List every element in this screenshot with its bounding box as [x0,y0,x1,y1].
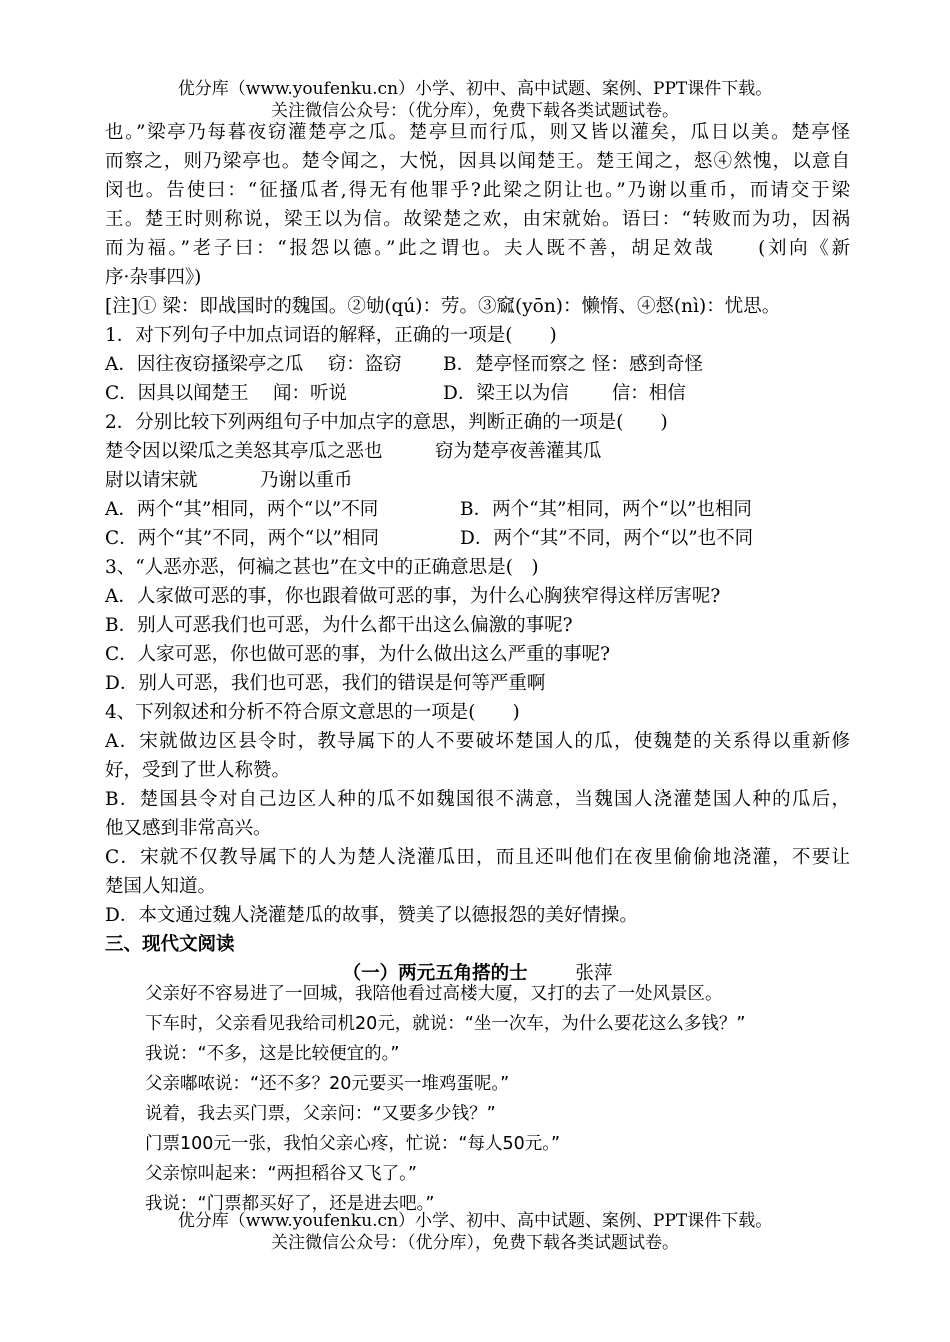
header-line-1: 优分库（www.youfenku.cn）小学、初中、高中试题、案例、PPT课件下载。 [177,79,773,99]
option-c-cont: 楚国人知道。 [105,876,217,897]
option-a: A．宋就做边区县令时，教导属下的人不要破坏楚国人的瓜，使魏楚的关系得以重新修 [105,731,850,752]
story-line: 父亲惊叫起来：“两担稻谷又飞了。” [145,1164,417,1184]
question-1-stem: 1．对下列句子中加点词语的解释，正确的一项是( ) [105,325,557,346]
story-line: 我说：“门票都买好了，还是进去吧。” [145,1194,435,1214]
option-a: A．两个“其”相同，两个“以”不同 [105,499,379,520]
story-author: 张萍 [575,963,613,984]
option-a-cont: 好，受到了世人称赞。 [105,760,291,781]
option-b: B．别人可恶我们也可恶，为什么都干出这么偏激的事呢? [105,615,573,636]
option-c: C．因具以闻楚王 闻：听说 [105,383,348,404]
question-2-sentences-row [105,466,850,495]
question-2-sentences-row [105,437,850,466]
question-1-options-row [105,379,850,408]
option-b: B．两个“其”相同，两个“以”也相同 [460,499,752,520]
option-d: D．别人可恶，我们也可恶，我们的错误是何等严重啊 [105,673,546,694]
option-a: A．人家做可恶的事，你也跟着做可恶的事，为什么心胸狭窄得这样厉害呢? [105,586,721,607]
option-c: C．宋就不仅教导属下的人为楚人浇灌瓜田，而且还叫他们在夜里偷偷地浇灌，不要让 [105,847,850,868]
story-line: 父亲好不容易进了一回城，我陪他看过高楼大厦，又打的去了一处风景区。 [145,984,723,1004]
option-b: B．楚国县令对自己边区人种的瓜不如魏国很不满意，当魏国人浇灌楚国人种的瓜后， [105,789,850,810]
option-a: A．因往夜窃搔梁亭之瓜 窃：盗窃 [105,354,402,375]
story-line: 门票100元一张，我怕父亲心疼，忙说：“每人50元。” [145,1134,561,1154]
passage [105,118,850,988]
story-text [145,979,865,1219]
question-2-stem: 2．分别比较下列两组句子中加点字的意思，判断正确的一项是( ) [105,412,668,433]
passage-line: 也。”梁亭乃每暮夜窃灌楚亭之瓜。楚亭旦而行瓜，则又皆以灌矣，瓜日以美。楚亭怪 [105,122,850,143]
question-2-options-row [105,495,850,524]
question-2-options-row [105,524,850,553]
sentence-3: 尉以请宋就 [105,470,198,491]
passage-note: [注]① 梁：即战国时的魏国。②劬(qú)：劳。③窳(yōn)：懒惰、④惄(nì)：忧思。 [105,296,781,317]
option-c: C．两个“其”不同，两个“以”相同 [105,528,379,549]
story-line: 父亲嘟哝说：“还不多？20元要买一堆鸡蛋呢。” [145,1074,510,1094]
option-b: B．楚亭怪而察之 怪：感到奇怪 [443,354,703,375]
question-1-options-row [105,350,850,379]
story-line: 我说：“不多，这是比较便宜的。” [145,1044,400,1064]
sentence-4: 乃谢以重币 [260,470,353,491]
story-line: 说着，我去买门票，父亲问：“又要多少钱？” [145,1104,496,1124]
passage-line: 闵也。告使曰：“征搔瓜者,得无有他罪乎?此梁之阴让也。”乃谢以重币，而请交于梁 [105,180,850,201]
sentence-1: 楚令因以梁瓜之美怒其亭瓜之恶也 [105,441,383,462]
question-3-stem: 3、“人恶亦恶，何褊之甚也”在文中的正确意思是( ) [105,557,539,578]
option-b-cont: 他又感到非常高兴。 [105,818,272,839]
header-line-2: 关注微信公众号：（优分库），免费下载各类试题试卷。 [271,101,679,121]
passage-line: 而察之，则乃梁亭也。楚令闻之，大悦，因具以闻楚王。楚王闻之，惄④然愧，以意自 [105,151,850,172]
section-title: 三、现代文阅读 [105,934,235,955]
option-c: C．人家可恶，你也做可恶的事，为什么做出这么严重的事呢? [105,644,611,665]
passage-line: 序·杂事四》) [105,267,202,288]
story-line: 下车时，父亲看见我给司机20元，就说：“坐一次车，为什么要花这么多钱？” [145,1014,746,1034]
question-4-stem: 4、下列叙述和分析不符合原文意思的一项是( ) [105,702,520,723]
footer-line-1: 优分库（www.youfenku.cn）小学、初中、高中试题、案例、PPT课件下载。 [177,1211,773,1231]
sentence-2: 窃为楚亭夜善灌其瓜 [435,441,602,462]
passage-line: 而为福。”老子曰：“报怨以德。”此之谓也。夫人既不善，胡足效哉 (刘向《新 [105,238,850,259]
footer-line-2: 关注微信公众号：（优分库），免费下载各类试题试卷。 [271,1233,679,1253]
story-title: （一）两元五角搭的士 [342,963,528,984]
option-d: D．两个“其”不同，两个“以”也不同 [460,528,754,549]
option-d: D．梁王以为信 信：相信 [443,383,686,404]
option-d: D．本文通过魏人浇灌楚瓜的故事，赞美了以德报怨的美好情操。 [105,905,638,926]
passage-line: 王。楚王时则称说，梁王以为信。故梁楚之欢，由宋就始。语曰：“转败而为功，因祸 [105,209,850,230]
